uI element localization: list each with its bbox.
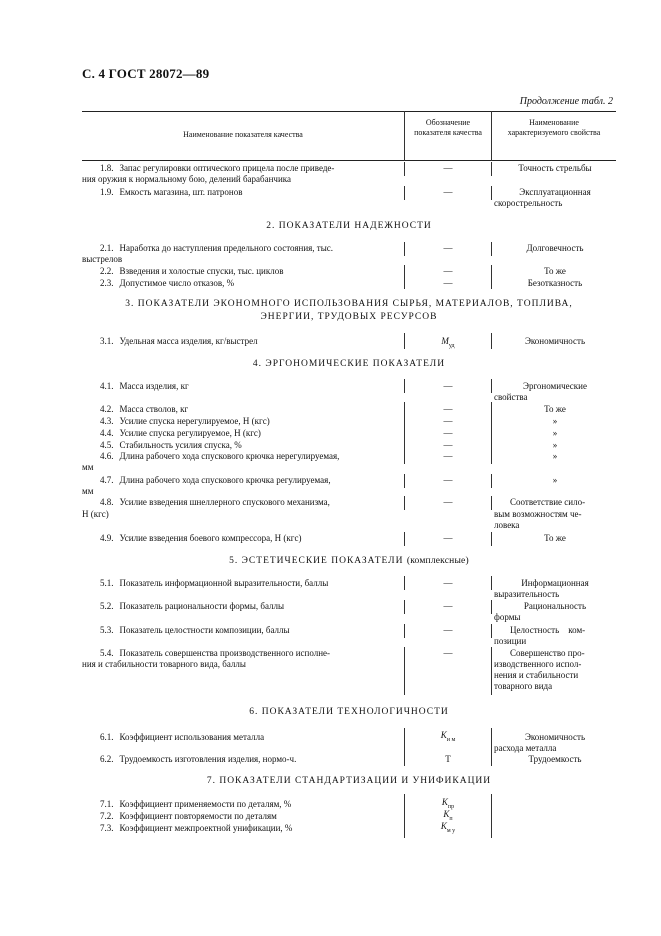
row-6-1-property-cont: расхода металла (494, 743, 557, 753)
row-4-1-symbol: — (443, 381, 453, 391)
row-4-6-symbol: — (443, 451, 453, 461)
row-4-2-symbol: — (443, 404, 453, 414)
tick (404, 496, 405, 510)
section-2-title: 2. ПОКАЗАТЕЛИ НАДЕЖНОСТИ (266, 221, 432, 231)
row-4-5-name: 4.5. Стабильность усилия спуска, % (100, 440, 242, 450)
col-header-symbol: Обозначение показателя качества (414, 118, 482, 137)
row-2-3-name: 2.3. Допустимое число отказов, % (100, 278, 235, 288)
row-4-8-name: 4.8. Усилие взведения шнеллерного спускового механизма, (100, 497, 330, 507)
row-5-4-property: Совершенство про- (510, 648, 585, 658)
tick (404, 242, 405, 256)
row-7-2-name: 7.2. Коэффициент повторяемости по деталям (100, 811, 277, 821)
row-6-1-property: Экономичность (524, 732, 586, 742)
table-continuation-label: Продолжение табл. 2 (519, 96, 613, 107)
tick (404, 474, 405, 488)
tick (491, 474, 492, 488)
row-4-8-symbol: — (443, 497, 453, 507)
section-5-title: 5. ЭСТЕТИЧЕСКИЕ ПОКАЗАТЕЛИ (комплексные) (229, 556, 469, 566)
tick (404, 600, 405, 614)
tick (404, 277, 405, 289)
row-1-9-property-cont: скорострельность (494, 198, 563, 208)
tick (491, 794, 492, 838)
row-7-1-name: 7.1. Коэффициент применяемости по деталям, % (100, 799, 292, 809)
row-4-7-property: » (552, 475, 558, 485)
row-3-1-name: 3.1. Удельная масса изделия, кг/выстрел (100, 336, 258, 346)
row-4-7-name-cont: мм (82, 486, 94, 496)
row-3-1-property: Экономичность (524, 336, 586, 346)
section-3-title-cont: ЭНЕРГИИ, ТРУДОВЫХ РЕСУРСОВ (260, 312, 438, 322)
row-2-3-symbol: — (443, 278, 453, 288)
tick (404, 576, 405, 590)
tick (491, 496, 492, 510)
section-7-title: 7. ПОКАЗАТЕЛИ СТАНДАРТИЗАЦИИ И УНИФИКАЦИИ (206, 776, 492, 786)
row-4-2-property: То же (544, 404, 566, 414)
row-2-3-property: Безотказность (527, 278, 583, 288)
row-4-1-property-cont: свойства (494, 392, 528, 402)
row-5-2-property-cont: формы (494, 612, 521, 622)
row-4-9-property: То же (544, 533, 566, 543)
col-header-property: Наименование характеризуемого свойства (507, 118, 601, 137)
tick (491, 576, 492, 590)
tick (404, 794, 405, 838)
tick (404, 265, 405, 277)
row-2-1-symbol: — (443, 243, 453, 253)
row-1-9-name: 1.9. Емкость магазина, шт. патронов (100, 187, 243, 197)
tick (491, 333, 492, 349)
row-5-3-symbol: — (443, 625, 453, 635)
row-2-2-symbol: — (443, 266, 453, 276)
row-5-1-name: 5.1. Показатель информационной выразительности, баллы (100, 578, 329, 588)
row-4-3-property: » (552, 416, 558, 426)
row-4-3-name: 4.3. Усилие спуска нерегулируемое, Н (кгс) (100, 416, 270, 426)
tick (491, 265, 492, 277)
tick (491, 532, 492, 546)
row-4-2-name: 4.2. Масса стволов, кг (100, 404, 189, 414)
row-4-5-property: » (552, 440, 558, 450)
row-6-1-symbol: $K_{и м}$ (440, 730, 456, 743)
tick (491, 624, 492, 638)
row-2-2-name: 2.2. Взведения и холостые спуски, тыс. циклов (100, 266, 284, 276)
tick (404, 647, 405, 695)
row-4-4-symbol: — (443, 428, 453, 438)
tick (404, 186, 405, 200)
row-5-1-property-cont: выразительность (494, 589, 560, 599)
row-5-1-symbol: — (443, 578, 453, 588)
table-top-rule (82, 111, 616, 112)
row-1-8-symbol: — (443, 163, 453, 173)
tick (491, 402, 492, 464)
row-4-1-property: Эргономические (523, 381, 587, 391)
row-6-1-name: 6.1. Коэффициент использования металла (100, 732, 265, 742)
row-6-2-property: Трудоемкость (528, 754, 582, 764)
tick (404, 379, 405, 393)
tick (404, 333, 405, 349)
tick (491, 647, 492, 695)
row-4-7-symbol: — (443, 475, 453, 485)
tick (404, 532, 405, 546)
row-5-2-symbol: — (443, 601, 453, 611)
row-4-1-name: 4.1. Масса изделия, кг (100, 381, 189, 391)
table-header-rule (82, 160, 616, 161)
row-2-1-name: 2.1. Наработка до наступления предельного состояния, тыс. (100, 243, 334, 253)
row-4-7-name: 4.7. Длина рабочего хода спускового крючка регулируемая, (100, 475, 331, 485)
row-5-4-name: 5.4. Показатель совершенства производственного исполне- (100, 648, 331, 658)
row-4-6-property: » (552, 451, 558, 461)
row-2-1-name-cont: выстрелов (82, 254, 123, 264)
section-4-title: 4. ЭРГОНОМИЧЕСКИЕ ПОКАЗАТЕЛИ (252, 359, 446, 369)
row-4-3-symbol: — (443, 416, 453, 426)
row-1-9-property: Эксплуатационная (519, 187, 591, 197)
row-5-2-property: Рациональность (523, 601, 587, 611)
tick (491, 728, 492, 766)
row-5-3-property: Целостность ком- (510, 625, 586, 635)
row-6-2-symbol: Т (445, 754, 451, 764)
tick (491, 277, 492, 289)
col-header-name: Наименование показателя качества (183, 130, 303, 139)
row-1-8-name-cont: ния оружия к нормальному бою, делений барабанчика (82, 174, 291, 184)
row-4-6-name-cont: мм (82, 462, 94, 472)
row-5-4-property-cont2: нения и стабильности (494, 670, 579, 680)
row-5-1-property: Информационная (521, 578, 589, 588)
tick (491, 162, 492, 176)
row-4-9-name: 4.9. Усилие взведения боевого компрессора, Н (кгс) (100, 533, 302, 543)
row-2-2-property: То же (544, 266, 566, 276)
tick (404, 728, 405, 766)
row-5-3-name: 5.3. Показатель целостности композиции, баллы (100, 625, 290, 635)
row-7-2-symbol: $K_п$ (443, 809, 453, 822)
row-5-4-property-cont3: товарного вида (494, 681, 553, 691)
page-title: С. 4 ГОСТ 28072—89 (82, 66, 210, 81)
row-3-1-symbol: $M_{уд}$ (441, 336, 455, 349)
row-4-4-property: » (552, 428, 558, 438)
row-4-9-symbol: — (443, 533, 453, 543)
tick (404, 624, 405, 638)
row-5-2-name: 5.2. Показатель рациональности формы, баллы (100, 601, 285, 611)
tick (404, 162, 405, 176)
row-4-8-property-cont2: ловека (494, 520, 520, 530)
row-4-5-symbol: — (443, 440, 453, 450)
row-7-1-symbol: $K_{пр}$ (441, 797, 455, 810)
row-4-8-property-cont: вым возможностям че- (494, 509, 582, 519)
tick (404, 402, 405, 464)
row-1-9-symbol: — (443, 187, 453, 197)
tick (491, 186, 492, 200)
header-divider-1 (404, 111, 405, 161)
section-3-title: 3. ПОКАЗАТЕЛИ ЭКОНОМНОГО ИСПОЛЬЗОВАНИЯ СЫРЬЯ, МАТЕРИАЛОВ, ТОПЛИВА, (125, 299, 573, 309)
row-1-8-name: 1.8. Запас регулировки оптического прицела после приведе- (100, 163, 335, 173)
tick (491, 379, 492, 393)
row-2-1-property: Долговечность (526, 243, 584, 253)
row-1-8-property: Точность стрельбы (518, 163, 592, 173)
row-4-8-property: Соответствие сило- (510, 497, 586, 507)
row-4-4-name: 4.4. Усилие спуска регулируемое, Н (кгс) (100, 428, 261, 438)
row-5-4-name-cont: ния и стабильности товарного вида, баллы (82, 659, 246, 669)
row-5-3-property-cont: позиции (494, 636, 527, 646)
row-5-4-symbol: — (443, 648, 453, 658)
row-7-3-symbol: $K_{м у}$ (440, 821, 456, 834)
row-7-3-name: 7.3. Коэффициент межпроектной унификации, % (100, 823, 293, 833)
tick (491, 242, 492, 256)
tick (491, 600, 492, 614)
row-4-8-name-cont: Н (кгс) (82, 509, 109, 519)
section-6-title: 6. ПОКАЗАТЕЛИ ТЕХНОЛОГИЧНОСТИ (249, 707, 449, 717)
header-divider-2 (491, 111, 492, 161)
row-6-2-name: 6.2. Трудоемкость изготовления изделия, нормо-ч. (100, 754, 297, 764)
row-4-6-name: 4.6. Длина рабочего хода спускового крючка нерегулируемая, (100, 451, 340, 461)
row-5-4-property-cont: изводственного испол- (494, 659, 582, 669)
